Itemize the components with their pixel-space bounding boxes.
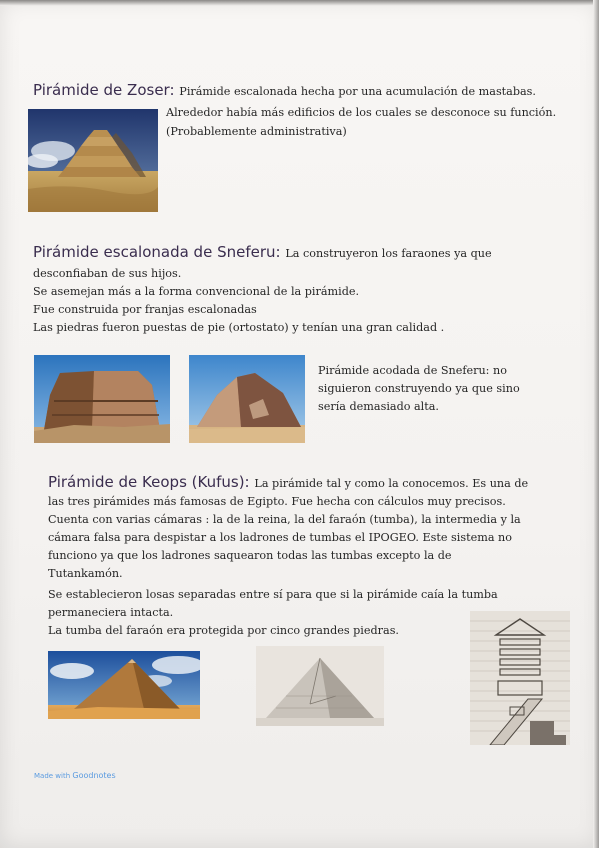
zoser-text-1: Pirámide escalonada hecha por una acumulación de mastabas. [179, 85, 536, 98]
watermark-prefix: Made with [34, 772, 71, 780]
bent-text-3: sería demasiado alta. [318, 400, 439, 413]
keops-text-2: las tres pirámides más famosas de Egipto. Fue hecha con cálculos muy precisos. [48, 495, 506, 508]
zoser-heading [33, 81, 536, 99]
bent-text-1: Pirámide acodada de Sneferu: no [318, 364, 507, 377]
page-edge-right [593, 0, 599, 848]
keops-heading [48, 473, 528, 491]
keops-text-3: Cuenta con varias cámaras : la de la reina, la del faraón (tumba), la intermedia y la [48, 513, 521, 526]
keops-text-5: funciono ya que los ladrones saquearon todas las tumbas excepto la de [48, 549, 452, 562]
keops-sketch-photo [256, 646, 384, 726]
page-edge-top [0, 0, 599, 6]
sneferu-text-5: Las piedras fueron puestas de pie (ortostato) y tenían una gran calidad . [33, 321, 445, 334]
goodnotes-watermark [34, 771, 116, 780]
bent-pyramid-photo [189, 355, 305, 443]
keops-chambers-diagram [470, 611, 570, 745]
sneferu-stepped-pyramid-photo [34, 355, 170, 443]
sneferu-text-2: desconfiaban de sus hijos. [33, 267, 182, 280]
sneferu-text-3: Se asemejan más a la forma convencional de la pirámide. [33, 285, 360, 298]
keops-text-9: La tumba del faraón era protegida por cinco grandes piedras. [48, 624, 399, 637]
zoser-title: Pirámide de Zoser: [33, 81, 175, 99]
keops-text-7: Se establecieron losas separadas entre sí para que si la pirámide caía la tumba [48, 588, 498, 601]
zoser-text-3: (Probablemente administrativa) [166, 125, 347, 138]
sneferu-heading [33, 243, 492, 261]
sneferu-title: Pirámide escalonada de Sneferu: [33, 243, 281, 261]
keops-text-4: cámara falsa para despistar a los ladrones de tumbas el IPOGEO. Este sistema no [48, 531, 512, 544]
bent-text-2: siguieron construyendo ya que sino [318, 382, 520, 395]
keops-text-1: La pirámide tal y como la conocemos. Es una de [254, 477, 529, 490]
watermark-brand: Goodnotes [72, 771, 116, 780]
sneferu-text-4: Fue construida por franjas escalonadas [33, 303, 257, 316]
sneferu-text-1: La construyeron los faraones ya que [285, 247, 492, 260]
keops-title: Pirámide de Keops (Kufus): [48, 473, 250, 491]
keops-text-6: Tutankamón. [48, 567, 123, 580]
zoser-text-2: Alrededor había más edificios de los cuales se desconoce su función. [166, 106, 557, 119]
keops-text-8: permaneciera intacta. [48, 606, 174, 619]
zoser-pyramid-photo [28, 109, 158, 212]
keops-pyramid-photo [48, 651, 200, 719]
